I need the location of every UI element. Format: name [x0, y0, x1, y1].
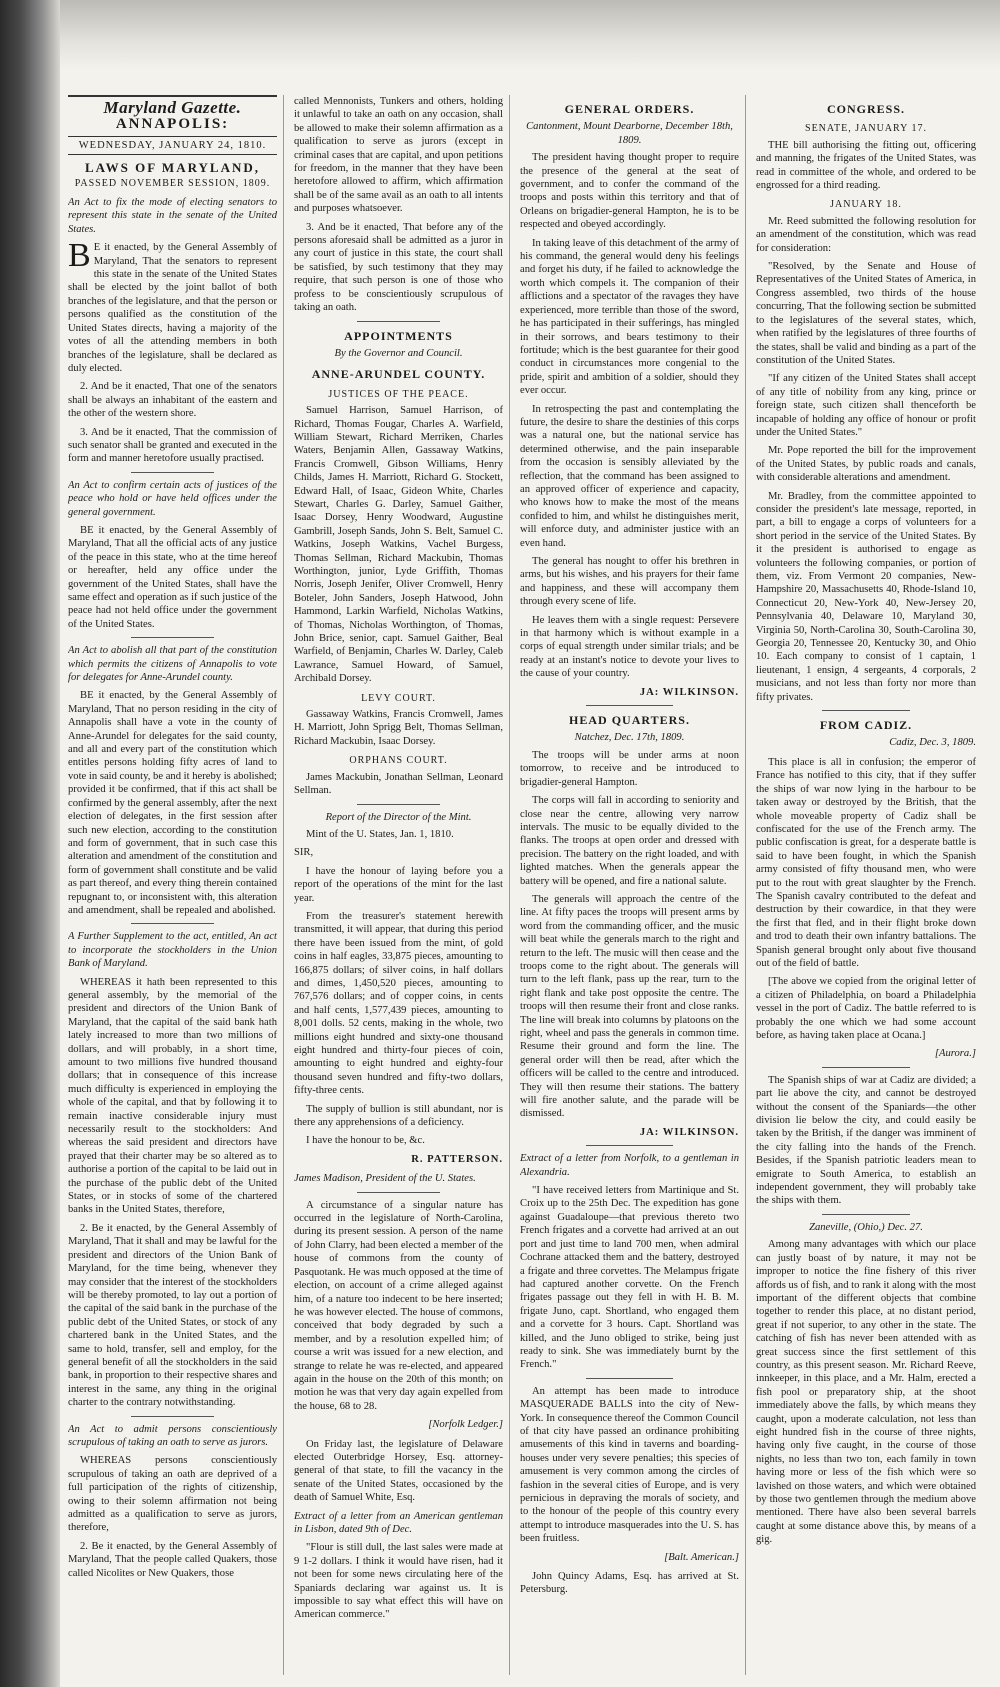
senate-paragraph: THE bill authorising the fitting out, officering and manning, the frigates of the United States, was read in committee of the whole, and ordered to be engrossed for a third reading. — [756, 139, 976, 192]
cadiz-title: FROM CADIZ. — [819, 718, 913, 733]
act3-title: An Act to abolish all that part of the constitution which permits the citizens of Annapolis to vote for delegates for Anne-Arundel county. — [68, 645, 277, 684]
lisbon-letter-body: "Flour is still dull, the last sales were made at 9 1-2 dollars. I think it would have risen, had it not been for some news circulating here of the Spaniards declaring war against us. It is impossible to say what effect this will have on American commerce." — [294, 1542, 503, 1621]
page-top-edge — [60, 0, 1000, 70]
cadiz-dateline: Cadiz, Dec. 3, 1809. — [889, 737, 976, 749]
january-18-paragraph-3: "If any citizen of the United States shall accept of any title of nobility from any king, prince or foreign state, such citizen shall thenceforth be incapable of holding any office of honour or profit under the United States." — [756, 373, 976, 438]
act5-paragraph-2: 2. Be it enacted, by the General Assembly of Maryland, That the people called Quakers, those called Nicolites or New Quakers, those — [68, 1540, 277, 1579]
act2-title: An Act to confirm certain acts of justices of the peace who hold or have held offices under the general government. — [68, 479, 277, 518]
act4-title: A Further Supplement to the act, entitled, An act to incorporate the stockholders in the Union Bank of Maryland. — [68, 931, 277, 970]
appointments-subtitle: By the Governor and Council. — [334, 347, 463, 359]
mint-paragraph-3: The supply of bullion is still abundant, nor is there any apprehensions of a deficiency. — [294, 1103, 503, 1129]
head-quarters-paragraph-1: The troops will be under arms at noon tomorrow, to receive and be introduced to brigadier-general Hampton. — [520, 749, 739, 788]
mint-addressee: James Madison, President of the U. States. — [294, 1173, 476, 1185]
book-binding-shadow — [0, 0, 60, 1687]
divider — [131, 472, 215, 473]
mint-salutation: SIR, — [294, 847, 314, 859]
mint-paragraph-4: I have the honour to be, &c. — [306, 1135, 425, 1147]
divider — [357, 321, 441, 322]
head-quarters-dateline: Natchez, Dec. 17th, 1809. — [574, 732, 685, 744]
delaware-paragraph: On Friday last, the legislature of Delaware elected Outerbridge Horsey, Esq. attorney-general of that state, to fill the vacancy in the senate of the United States, occasioned by the death of Samuel White, Esq. — [294, 1438, 503, 1504]
january-18-heading: JANUARY 18. — [830, 199, 902, 211]
levy-court-list: Gassaway Watkins, Francis Cromwell, James H. Marriott, John Sprigg Belt, Thomas Sellman, Richard Mackubin, Isaac Dorsey. — [294, 709, 503, 747]
january-18-paragraph-1: Mr. Reed submitted the following resolution for an amendment of the constitution, which was read for consideration: — [756, 215, 976, 254]
general-orders-paragraph-2: In taking leave of this detachment of the army of his command, the general would deny his feelings and forget his duty, if he failed to acknowledge the worth which compels it. The companion of their afflictions and a spectator of the ravages they have experienced, more terrible than those of the sword, he has participated in their sufferings, has mingled in their sorrows, and bears testimony to their fortitude; which is the best guarantee for their good conduct in circumstances more congenial to the pride, spirit and ambition of a soldier, should they ever occur. — [520, 237, 739, 397]
column-3 — [520, 95, 746, 1675]
congress-title: CONGRESS. — [826, 102, 906, 116]
january-18-paragraph-5: Mr. Bradley, from the committee appointed to consider the president's late message, reported, in part, a bill to engage a corps of volunteers for a short period in the service of the United States. By it the president is authorised to engage as volunteers the following companies, or portion of them, viz. From Vermont 20 companies, New-Hampshire 20, Massachusetts 40, Rhode-Island 10, Connecticut 20, New-York 40, New-Jersey 20, Pennsylvania 40, Delaware 10, Maryland 30, Virginia 50, North-Carolina 30, South-Carolina 30, Georgia 20, Tennessee 20, Kentucky 30, and Ohio 10. Each company to consist of 1 captain, 1 lieutenant, 1 ensign, 4 sergeants, 4 corporals, 2 musicians, and not less than forty nor more than fifty privates. — [756, 490, 976, 703]
appointments-title: APPOINTMENTS — [344, 328, 453, 343]
orphans-court-list: James Mackubin, Jonathan Sellman, Leonard Sellman. — [294, 771, 503, 797]
orphans-court-heading: ORPHANS COURT. — [349, 755, 448, 767]
act1-paragraph-2: 2. And be it enacted, That one of the senators shall be always an inhabitant of the eastern and the other of the western shore. — [68, 381, 277, 420]
divider — [822, 1214, 910, 1215]
january-18-paragraph-2: "Resolved, by the Senate and House of Representatives of the United States of America, in Congress assembled, two thirds of the house concurring, That the following section be submitted to the legislatures of the several states, which, when ratified by the legislatures of three fourths of the states, shall be valid and binding as a part of the constitution of the United States. — [756, 261, 976, 366]
divider — [586, 705, 674, 706]
divider — [357, 804, 441, 805]
mint-paragraph-2: From the treasurer's statement herewith transmitted, it will appear, that during this period there have been issued from the mint, of gold coins in half eagles, 33,875 pieces, amounting to 166,875 dollars; of silver coins, in half dollars and dimes, 1,450,520 pieces, amounting to 767,576 dollars; and of copper coins, in cents and half cents, 1,577,439 pieces, amounting to 8,001 dolls. 52 cents, making in the whole, two millions eight hundred and sixty-one thousand eight hundred and thirty-four pieces of coin, amounting to eight hundred and eighty-four thousand seven hundred and fifty-two dollars, fifty-three cents. — [294, 910, 503, 1097]
mint-report-title: Report of the Director of the Mint. — [325, 811, 472, 823]
general-orders-paragraph-4: The general has nought to offer his brethren in arms, but his wishes, and his prayers for their fame and happiness, and these will accompany them through every scene of life. — [520, 556, 739, 608]
act5-title: An Act to admit persons conscientiously scrupulous of taking an oath to serve as jurors. — [68, 1423, 277, 1448]
general-orders-title: GENERAL ORDERS. — [564, 102, 695, 116]
mint-signature: R. PATTERSON. — [411, 1153, 503, 1165]
column-1 — [68, 95, 284, 1675]
mint-paragraph-1: I have the honour of laying before you a report of the operations of the mint for the last year. — [294, 865, 503, 904]
act3-paragraph-1: BE it enacted, by the General Assembly of Maryland, That no person residing in the city of Annapolis shall have a vote in the county of Anne-Arundel for delegates for the said county, and all and every part of the constitution which entitles persons holding fifty acres of land to vote in said county, be and it hereby is abolished; provided it be confirmed, that if this act shall be confirmed by the general assembly, after the next election of delegates, in the first session after such new election, according to the constitution and form of government, that in such case this alteration and amendment of the constitution and form of government shall constitute and be valid as part thereof, and every thing therein contained repugnant to, or inconsistent with, this alteration and amendment, shall be repealed and abolished. — [68, 690, 277, 916]
north-carolina-paragraph: A circumstance of a singular nature has occurred in the legislature of North-Carolina, during its present session. A person of the name of John Clarry, had been elected a member of the house of commons from the county of Pasquotank. He was much opposed at the time of election, on account of a crime alleged against him, of a nature too indecent to be here inserted; he was however elected. The house of commons, conceived that body degraded by such a member, and by a resolution expelled him; of course a writ was issued for a new election, and strange to relate he was re-elected, and appeared again in the house on the 20th of this month; on motion he was that very day again expelled from the house, 68 to 28. — [294, 1199, 503, 1412]
cadiz-citation: [Aurora.] — [934, 1048, 976, 1060]
laws-session: PASSED NOVEMBER SESSION, 1809. — [74, 177, 271, 189]
spanish-ships-paragraph: The Spanish ships of war at Cadiz are divided; a part lie above the city, and cannot be destroyed without the consent of the Spaniards—the other division lie below the city, and could easily be taken by the British, if the danger was imminent of the city falling into the hands of the French. Besides, if the Spanish patriotic leaders mean to emigrate to South America, to establish an independent government, they will probably take the ships with them. — [756, 1074, 976, 1207]
act4-paragraph-2: 2. Be it enacted, by the General Assembly of Maryland, That it shall and may be lawful for the president and directors of the Union Bank of Maryland, for the time being, whenever they may consider that the interest of the stockholders will be thereby promoted, to lay out a portion of the capital of the said bank in the purchase of the public debt of the United States, or stock of any chartered bank in the United States, and the same to hold, transfer, sell and employ, for the general benefit of all the stockholders in the said bank, in proportion to their respective shares and interest in the same, any thing in the original charter to the contrary notwithstanding. — [68, 1222, 277, 1409]
levy-court-heading: LEVY COURT. — [361, 692, 436, 704]
drop-cap: B — [68, 237, 91, 275]
act1-title: An Act to fix the mode of electing senators to represent this state in the senate of the United States. — [68, 197, 277, 235]
norfolk-letter-body: "I have received letters from Martinique and St. Croix up to the 25th Dec. The expedition has gone against Guadaloupe—that previous thereto two French frigates and a corvette had arrived at an out port and just time to land 700 men, when admiral Cochrane attacked them and the battery, destroyed a frigate and three corvettes. The Melampus frigate had captured another corvette. On the French frigates passage out they fell in with H. B. M. frigate Juno, capt. Shortland, who engaged them and a corvette for 3 hours. Capt. Shortland was killed, and the Juno obliged to strike, being just ready to sink. She was immediately burnt by the French." — [520, 1185, 739, 1371]
act2-paragraph-1: BE it enacted, by the General Assembly of Maryland, That all the official acts of any justice of the peace in this state, who at the time hereof or hereafter, held any office under the government of the United States, shall have the same effect and operation as if such justice of the peace had not held office under the government of the United States. — [68, 524, 277, 630]
divider — [822, 1067, 910, 1068]
masthead — [68, 95, 277, 155]
divider — [586, 1378, 674, 1379]
act1-paragraph-3: 3. And be it enacted, That the commission of such senator shall be granted and executed in the form and manner heretofore usually practised. — [68, 426, 277, 465]
general-orders-paragraph-3: In retrospecting the past and contemplating the future, the desire to share the destinies of this corps was a natural one, but the national service has determined otherwise, and the pain inseparable from the occasion is sensibly alleviated by the reflection, that the command has been assigned to an approved officer of experience and capacity, who knows how to make the most of the means confided to him, and whilst he distinguishes merit, will enforce duty, and administer justice with an even hand. — [520, 403, 739, 549]
divider — [586, 1145, 674, 1146]
january-18-paragraph-4: Mr. Pope reported the bill for the improvement of the United States, by public roads and canals, with considerable alterations and amendment. — [756, 445, 976, 484]
newspaper-page — [68, 95, 986, 1675]
county-heading: ANNE-ARUNDEL COUNTY. — [311, 367, 486, 382]
masquerade-citation: [Balt. American.] — [664, 1551, 739, 1563]
general-orders-paragraph-1: The president having thought proper to require the presence of the general at the seat of government, and to confer the command of the troops and posts within this territory and that of Orleans on brigadier-general Hampton, he is to be respected and obeyed accordingly. — [520, 152, 739, 231]
lisbon-letter-title: Extract of a letter from an American gentleman in Lisbon, dated 9th of Dec. — [294, 1510, 503, 1535]
issue-date: WEDNESDAY, JANUARY 24, 1810. — [68, 136, 277, 155]
paper-name: Maryland Gazette. — [103, 98, 242, 117]
dateline-place: ANNAPOLIS: — [115, 116, 230, 133]
act5-paragraph-3: 3. And be it enacted, That before any of the persons aforesaid shall be admitted as a juror in any court of justice in this state, the court shall be satisfied, by such testimony that they may require, that such person is one of those who profess to be conscientiously scrupulous of taking an oath. — [294, 221, 503, 314]
masquerade-paragraph: An attempt has been made to introduce MASQUERADE BALLS into the city of New-York. In consequence thereof the Common Council of that city have passed an ordinance prohibiting amusements of this kind in taverns and boarding-houses under very severe penalties; this species of amusement is very common among the circles of fashion in the several cities of Europe, and is very pernicious in depraving the morals of society, and to the honour of the people of this country every attempt to introduce masquerades into the U. S. has been fruitless. — [520, 1385, 739, 1545]
zanesville-dateline: Zaneville, (Ohio,) Dec. 27. — [809, 1221, 923, 1233]
divider — [131, 923, 215, 924]
general-orders-dateline: Cantonment, Mount Dearborne, December 18th, 1809. — [526, 121, 733, 146]
zanesville-paragraph: Among many advantages with which our place can justly boast of by nature, it may not be improper to notice the fine fishery of this river affords us of fish, and to rank it along with the most important of the different objects that combine together to render this place, at no distant period, great if not superior, to any other in the state. The catching of fish has never been attended with as great success since the first settlement of this country, as this present season. Mr. Richard Reeve, innkeeper, in this place, and a Mr. Halm, erected a fish pool or preparatory ship, at the shoot immediately above the falls, by which means they caught, upon a moderate calculation, not less than eight hundred fish in the course of three nights, having only five caught, in the course of those nights, no less than two ton, each family in town having more or less of the fish which were so lavished on those waters, and which were obtained by those two gentlemen through the medium above mentioned. There have also been several barrels caught at some distance above this, by means of a gig. — [756, 1239, 976, 1546]
column-2 — [294, 95, 510, 1675]
divider — [357, 1192, 441, 1193]
head-quarters-paragraph-3: The generals will approach the centre of the line. At fifty paces the troops will present arms by word from the commanding officer, and the music will beat while the generals march to the right and return to the left. The music will then cease and the troops come to the right about. The generals will turn to the left flank, pass up the rear, turn to the right flank and take post opposite the centre. The troops will then resume their front and close ranks. The line will break into columns by platoons on the right, wheel and pass the generals in common time. Resume their ground and form the line. The general order will then be read, after which the officers will be called to the centre and introduced. They will then resume their stations. The battery will fire another salute, and the parade will be dismissed. — [520, 893, 739, 1120]
divider — [131, 1416, 215, 1417]
general-orders-signature: JA: WILKINSON. — [639, 686, 739, 698]
divider — [131, 637, 215, 638]
head-quarters-signature: JA: WILKINSON. — [639, 1126, 739, 1138]
cadiz-paragraph-1: This place is all in confusion; the emperor of France has notified to this city, that if they suffer the ships of war now lying in the harbour to be taken away or destroyed by the British, that the whole moveable property of Cadiz shall be confiscated for the use of the French army. The public confiscation is great, for a desperate battle is said to have been fought, in which the Spanish army consisted of fifty thousand men, who were put to the rout with great slaughter by the French. The Spanish cavalry contributed to the defeat and destruction by their cowardice, in that they were the first that fled, and in their flight broke down and trod to death their own infantry battalions. The Spanish general brought only about five thousand out of the field of battle. — [756, 756, 976, 969]
head-quarters-title: HEAD QUARTERS. — [569, 713, 690, 728]
senate-heading: SENATE, JANUARY 17. — [805, 123, 927, 135]
act1-paragraph-1: B E it enacted, by the General Assembly of Maryland, That the senators to represent this state in the senate of the United States shall be elected by the joint ballot of both branches of the legislature, and that the person or persons qualified as the constitution of the United States directs, having a majority of the votes of all the attending members in both branches of the legislature, shall be declared as duly elected. — [68, 237, 277, 374]
act5-paragraph-1: WHEREAS persons conscientiously scrupulous of taking an oath are deprived of a full participation of the rights of citizenship, owing to their solemn affirmation not being admitted as a qualification to serve as jurors, therefore, — [68, 1455, 277, 1534]
north-carolina-citation: [Norfolk Ledger.] — [428, 1419, 503, 1431]
laws-title: LAWS OF MARYLAND, — [85, 160, 260, 176]
mint-dateline: Mint of the U. States, Jan. 1, 1810. — [306, 828, 454, 840]
general-orders-paragraph-5: He leaves them with a single request: Persevere in that harmony which is without example in a corps of equal strength under similar trials; and be ready at an instant's notice to devote your lives to the cause of your country. — [520, 614, 739, 680]
act5-continued: called Mennonists, Tunkers and others, holding it unlawful to take an oath on any occasion, shall be allowed to make their solemn affirmation as a qualification to serve as jurors (except in criminal cases that are capital, and upon petitions for freedom, in the manner that they have been heretofore allowed to affirm, which affirmation shall be of the same avail as an oath to all intents and purposes whatsoever. — [294, 96, 503, 215]
cadiz-paragraph-2: [The above we copied from the original letter of a citizen of Philadelphia, on board a Philadelphia vessel in the port of Cadiz. The battle referred to is probably the one which we had some account before, as having taken place at Ocana.] — [756, 976, 976, 1041]
act4-paragraph-1: WHEREAS it hath been represented to this general assembly, by the memorial of the president and directors of the Union Bank of Maryland, that the capital of the said bank hath lately increased to more than two millions of dollars, and will probably, in a short time, amount to two millions five hundred thousand dollars; that in consequence of this increase much difficulty is experienced in employing the whole of the capital, and that by following it to remain inactive considerable injury must necessarily result to the stockholders: And whereas the said president and directors have prayed that their charter may be so altered as to authorise a portion of the capital to be laid out in the purchase of the public debt of the United States, or in stocks of some of the chartered banks in the United States, therefore, — [68, 976, 277, 1216]
norfolk-letter-title: Extract of a letter from Norfolk, to a gentleman in Alexandria. — [520, 1153, 739, 1178]
adams-paragraph: John Quincy Adams, Esq. has arrived at St. Petersburg. — [520, 1571, 739, 1596]
column-4 — [756, 95, 982, 1675]
justices-list: Samuel Harrison, Samuel Harrison, of Richard, Thomas Fougar, Charles A. Warfield, William Stewart, Richard Merriken, Charles Waters, Benjamin Allen, Gassaway Watkins, Francis Cromwell, Gibson Williams, Henry Childs, James H. Marriott, Richard G. Stockett, Edward Hall, of Isaac, Gideon White, Charles Stewart, Charles G. Darley, Samuel Gaither, Isaac Dorsey, Henry Woodward, Augustine Gambrill, Joseph Sands, John S. Belt, Samuel C. Watkins, Joseph Watkins, Vachel Burgess, Thomas Sellman, Richard Mackubin, Thomas Worthington, junior, Lyde Griffith, Thomas Norris, Joseph Jenifer, Oliver Cromwell, Henry Boteler, John Sanders, Joseph Hatwood, John Hammond, Larkin Warfield, Nicholas Watkins, of Thomas, Nicholas Worthington, of Thomas, John Brice, senior, capt. Samuel Gaither, Beal Warfield, of Benjamin, Charles W. Darley, Caleb Lawrance, Samuel Howard, of Samuel, Archibald Dorsey. — [294, 405, 503, 685]
head-quarters-paragraph-2: The corps will fall in according to seniority and close near the centre, allowing very narrow intervals. The music to be equally divided to the flanks. The troops at open order and dressed with precision. The battery on the right loaded, and with lighted matches. When the generals appear the battery will be opened, and fire a national salute. — [520, 795, 739, 887]
justices-heading: JUSTICES OF THE PEACE. — [328, 388, 469, 400]
divider — [822, 710, 910, 711]
